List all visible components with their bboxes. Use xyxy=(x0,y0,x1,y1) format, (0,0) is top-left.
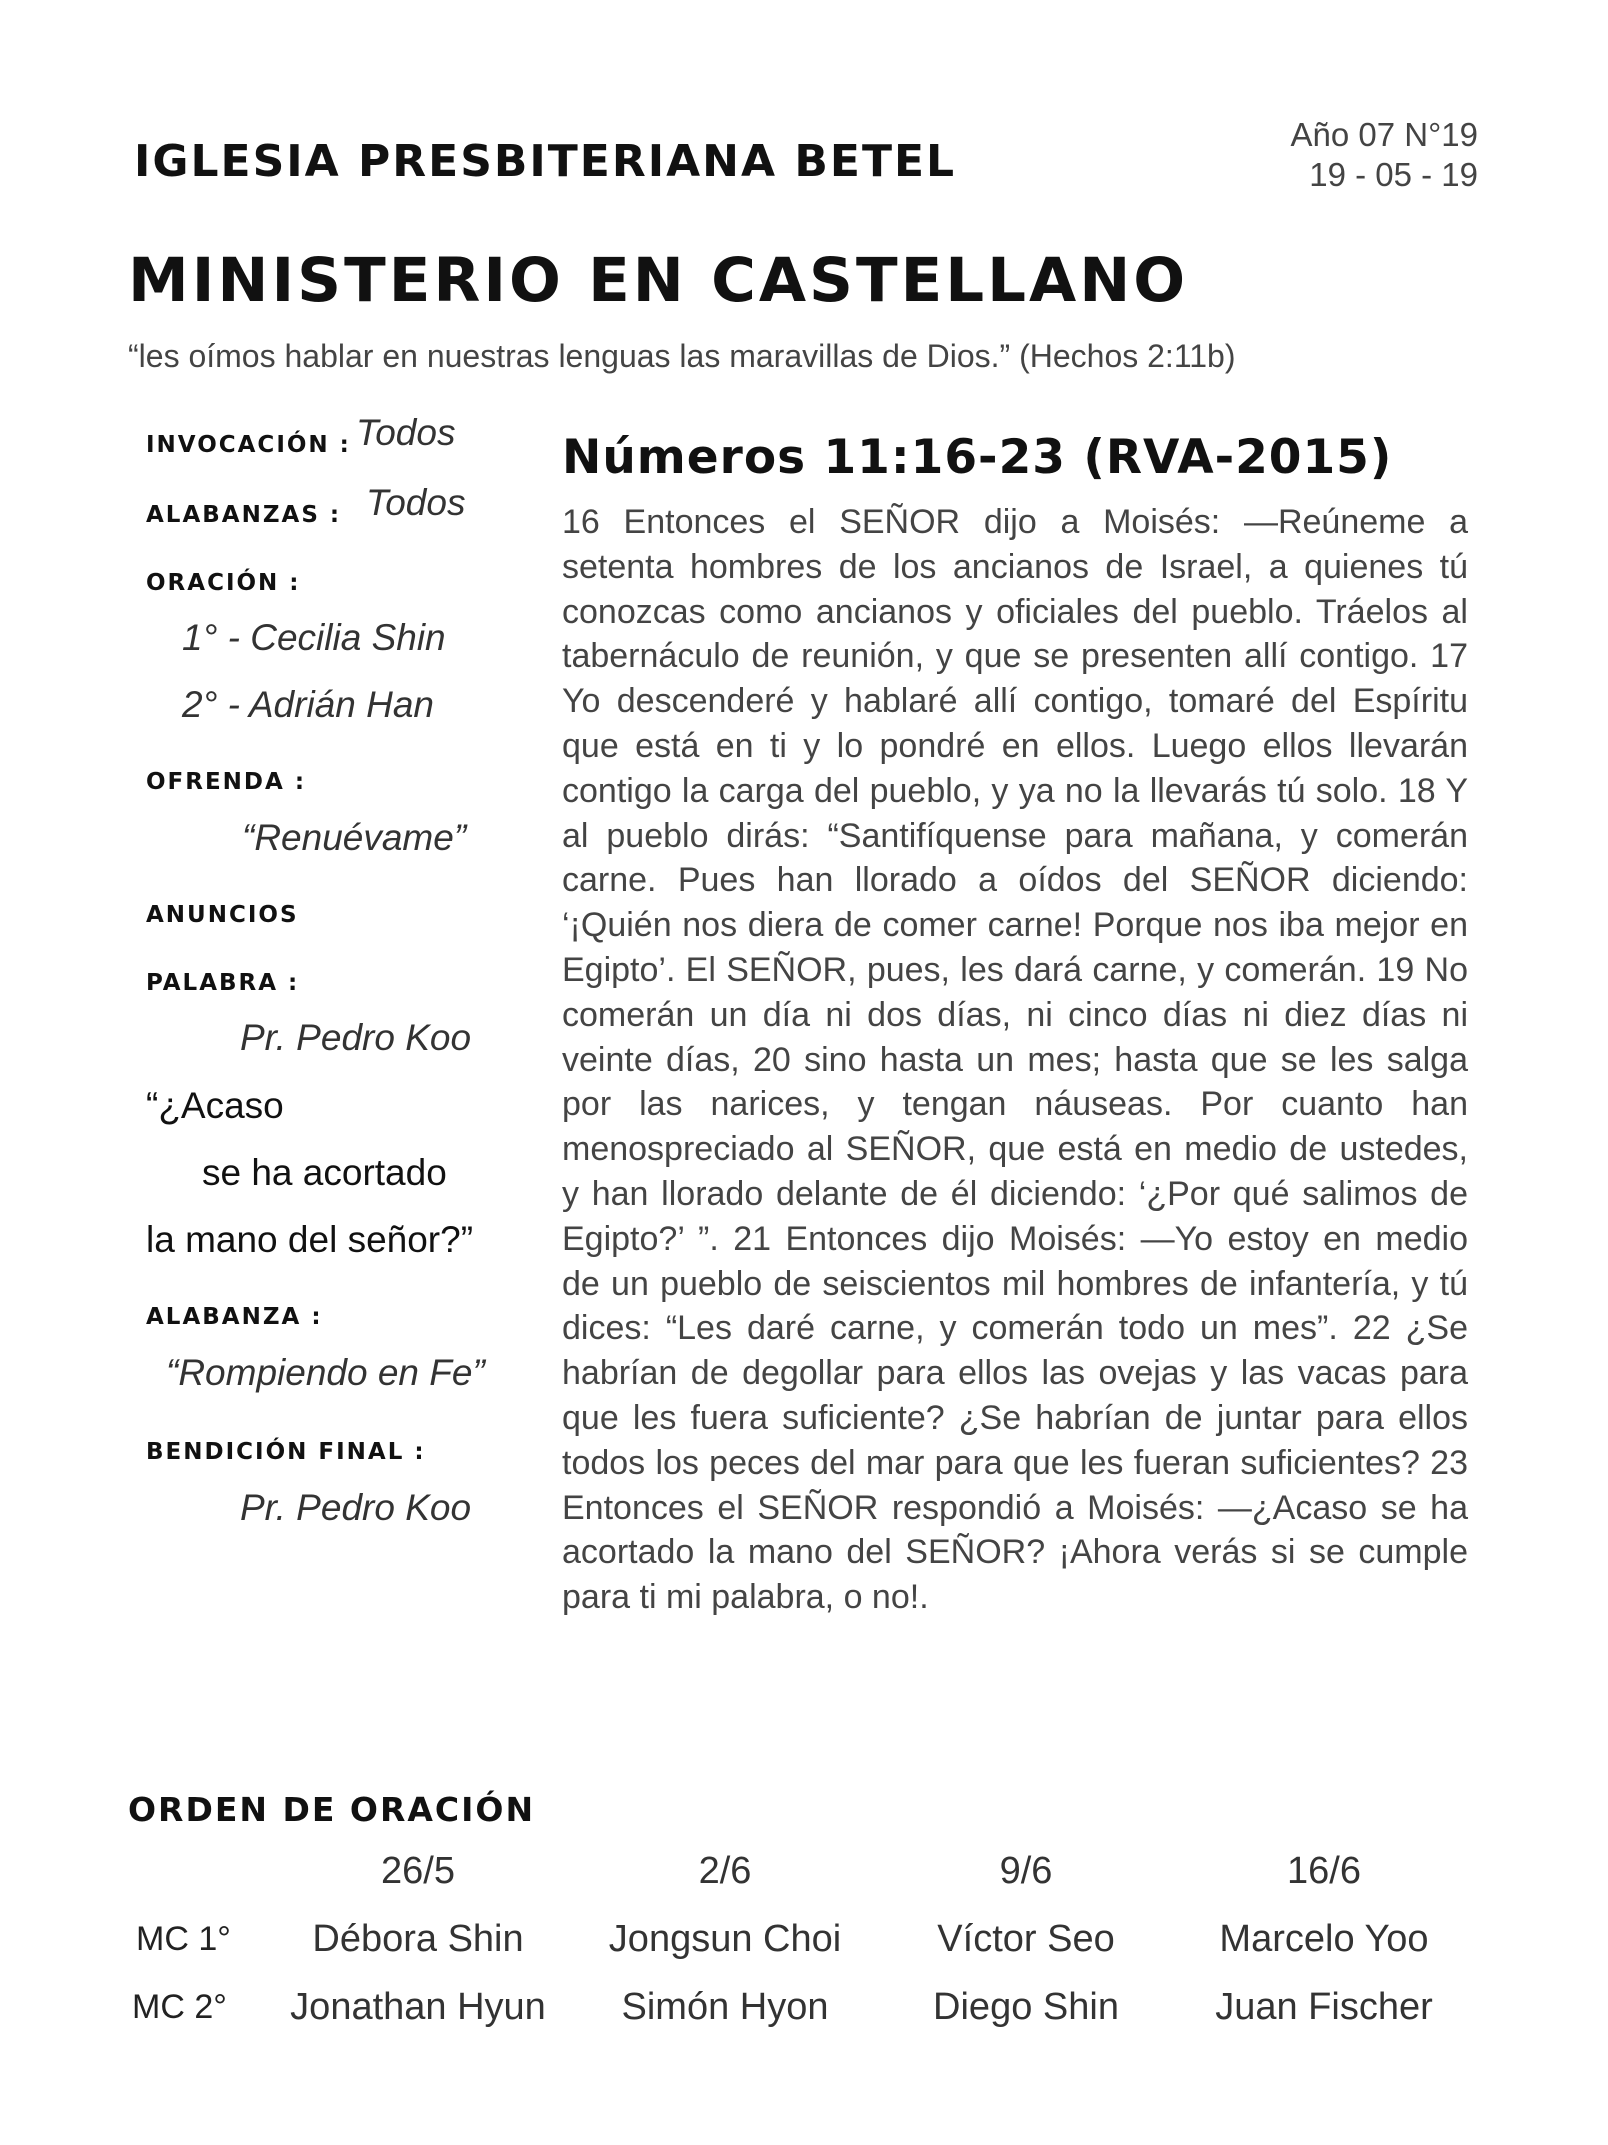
ofrenda-value: “Renuévame” xyxy=(242,817,467,858)
row-label-mc1: MC 1° xyxy=(136,1920,231,1958)
alabanza-value: “Rompiendo en Fe” xyxy=(166,1352,485,1393)
palabra-value: Pr. Pedro Koo xyxy=(240,1017,472,1058)
table-cell: Marcelo Yoo xyxy=(1219,1918,1429,1960)
ministry-title: MINISTERIO EN CASTELLANO xyxy=(128,245,1189,316)
reading-title: Números 11:16-23 (RVA-2015) xyxy=(562,430,1393,485)
table-cell: Débora Shin xyxy=(312,1918,524,1960)
motto-quote: “les oímos hablar en nuestras lenguas las maravillas de Dios.” (Hechos 2:11b) xyxy=(128,338,1236,374)
table-cell: Víctor Seo xyxy=(937,1918,1115,1960)
prayer-order-title: ORDEN DE ORACIÓN xyxy=(128,1790,536,1829)
sermon-title-line3: la mano del señor?” xyxy=(146,1219,474,1260)
ofrenda-label: OFRENDA : xyxy=(146,769,307,795)
date-header: 2/6 xyxy=(698,1850,752,1892)
table-cell: Jonathan Hyun xyxy=(290,1986,546,2028)
alabanza-label: ALABANZA : xyxy=(146,1304,323,1330)
church-name: IGLESIA PRESBITERIANA BETEL xyxy=(134,136,957,187)
palabra-label: PALABRA : xyxy=(146,970,300,996)
date-header: 26/5 xyxy=(381,1850,455,1892)
oracion-first: 1° - Cecilia Shin xyxy=(182,617,446,658)
table-cell: Simón Hyon xyxy=(621,1986,829,2028)
alabanzas-label: ALABANZAS : xyxy=(146,502,342,528)
date-header: 9/6 xyxy=(999,1850,1053,1892)
reading-text: 16 Entonces el SEÑOR dijo a Moisés: —Reúneme a setenta hombres de los ancianos de Israel, a quienes tú conozcas como ancianos y oficiales del pueblo. Tráelos al tabernáculo de reunión, y que se presenten allí contigo. 17 Yo descenderé y hablaré allí contigo, tomaré del Espíritu que está en ti y lo pondré en ellos. Luego ellos llevarán contigo la carga del pueblo, y ya no la llevarás tú solo. 18 Y al pueblo dirás: “Santifíquense para mañana, y comerán carne. Pues han llorado a oídos del SEÑOR diciendo: ‘¡Quién nos diera de comer carne! Porque nos iba mejor en Egipto’. El SEÑOR, pues, les dará carne, y comerán. 19 No comerán un día ni dos días, ni cinco días ni diez días ni veinte días, 20 sino hasta un mes; hasta que se les salga por las narices, y tengan náuseas. Por cuanto han menospreciado al SEÑOR, que está en medio de ustedes, y han llorado delante de él diciendo: ‘¿Por qué salimos de Egipto?’ ”. 21 Entonces dijo Moisés: —Yo estoy en medio de un pueblo de seiscientos mil hombres de infantería, y tú dices: “Les daré carne, y comerán todo un mes”. 22 ¿Se habrían de degollar para ellos las ovejas y las vacas para que les fuera suficiente? ¿Se habrían de juntar para ellos todos los peces del mar para que les fueran suficientes? 23 Entonces el SEÑOR respondió a Moisés: —¿Acaso se ha acortado la mano del SEÑOR? ¡Ahora verás si se cumple para ti mi palabra, o no!. xyxy=(562,503,1468,1617)
invocacion-label: INVOCACIÓN : xyxy=(146,432,351,458)
date-header: 16/6 xyxy=(1287,1850,1361,1892)
table-cell: Diego Shin xyxy=(933,1986,1119,2028)
table-cell: Jongsun Choi xyxy=(608,1918,842,1960)
sermon-title-line2: se ha acortado xyxy=(202,1152,447,1193)
issue-info xyxy=(1291,115,1479,195)
invocacion-value: Todos xyxy=(356,412,456,453)
table-cell: Juan Fischer xyxy=(1215,1986,1433,2028)
oracion-second: 2° - Adrián Han xyxy=(182,684,434,725)
sermon-title-line1: “¿Acaso xyxy=(146,1085,284,1126)
oracion-label: ORACIÓN : xyxy=(146,570,301,596)
issue-date: 19 - 05 - 19 xyxy=(1309,156,1478,193)
issue-number: Año 07 N°19 xyxy=(1290,116,1478,153)
anuncios-label: ANUNCIOS xyxy=(146,902,299,928)
bendicion-value: Pr. Pedro Koo xyxy=(240,1487,472,1528)
row-label-mc2: MC 2° xyxy=(132,1988,227,2026)
alabanzas-value: Todos xyxy=(366,482,466,523)
bendicion-label: BENDICIÓN FINAL : xyxy=(146,1439,426,1465)
